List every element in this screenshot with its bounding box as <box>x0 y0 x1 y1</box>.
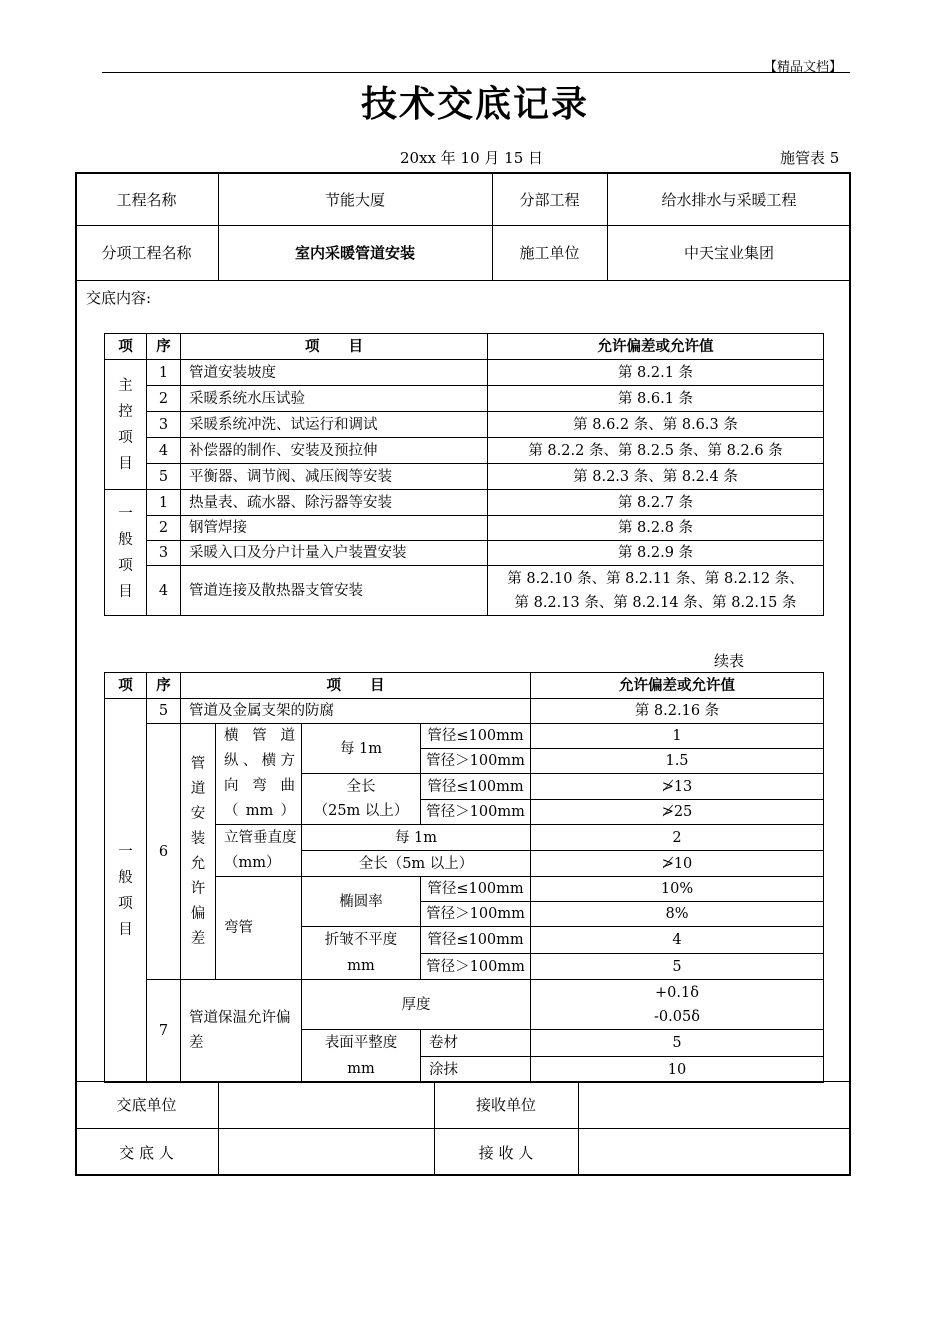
receiver-label: 接 收 人 <box>478 1143 534 1162</box>
header-item: 项 目 <box>181 673 531 699</box>
horizontal-bend-label: 横管道纵、横方向弯曲（mm） <box>216 724 302 825</box>
table-row-seq: 4 <box>147 438 181 464</box>
header-rule <box>102 72 850 73</box>
table-row-item: 热量表、疏水器、除污器等安装 <box>181 490 488 516</box>
table-row-value: 10 <box>531 1057 824 1083</box>
table-row-item: 采暖入口及分户计量入户装置安装 <box>181 541 488 566</box>
dia-le-label: 管径≤100mm <box>421 724 531 749</box>
table-row-value: 第 8.6.1 条 <box>488 386 824 412</box>
table-row-item: 采暖系统水压试验 <box>181 386 488 412</box>
vertical-full-length: 全长（5m 以上） <box>302 851 531 877</box>
issuer-unit-label: 交底单位 <box>116 1096 177 1114</box>
table-row-value: 5 <box>531 1030 824 1057</box>
ovality-label: 椭圆率 <box>302 877 421 927</box>
header-tolerance: 允许偏差或允许值 <box>488 334 824 360</box>
table-row-value: ≯25 <box>531 800 824 825</box>
table-row-value: 1.5 <box>531 749 824 774</box>
table-row-value: 第 8.6.2 条、第 8.6.3 条 <box>488 412 824 438</box>
thickness-value <box>531 980 824 1030</box>
group-main-control <box>105 360 147 490</box>
table-row-item: 管道安装坡度 <box>181 360 488 386</box>
full-length-line: （25m 以上） <box>313 803 409 819</box>
table-row-item: 管道连接及散热器支管安装 <box>181 566 488 616</box>
vertical-per-1m: 每 1m <box>302 825 531 851</box>
header-item: 项 目 <box>181 334 488 360</box>
header-tolerance: 允许偏差或允许值 <box>531 673 824 699</box>
install-tolerance-group <box>181 724 216 980</box>
division-label: 分部工程 <box>519 190 580 209</box>
table-row-seq: 3 <box>147 412 181 438</box>
table-row-seq: 5 <box>147 464 181 490</box>
table-row-value: 第 8.2.16 条 <box>531 699 824 724</box>
header-seq: 序 <box>147 673 181 699</box>
receiver-unit-label: 接收单位 <box>475 1096 536 1114</box>
footer-col-3 <box>578 1081 579 1176</box>
wrinkle-unit: mm <box>347 958 375 974</box>
table-row-seq: 4 <box>147 566 181 616</box>
table-row-value: ≯13 <box>531 774 824 800</box>
thickness-lower: -0.05δ <box>654 1008 700 1025</box>
group-main-control-label: 主控项目 <box>118 377 133 472</box>
vertical-label: 立管垂直度（mm） <box>216 825 302 877</box>
value-line: 第 8.2.10 条、第 8.2.11 条、第 8.2.12 条、 <box>507 570 804 587</box>
table-row-value: 第 8.2.7 条 <box>488 490 824 516</box>
subitem-label: 分项工程名称 <box>101 244 192 262</box>
header-category: 项 <box>105 334 147 360</box>
table-row-value <box>488 566 824 616</box>
contractor-value: 中天宝业集团 <box>683 244 774 262</box>
inspection-table-1 <box>104 333 824 616</box>
table-row-value: ≯10 <box>531 851 824 877</box>
value-line: 第 8.2.13 条、第 8.2.14 条、第 8.2.15 条 <box>514 594 797 611</box>
table-row-value: 4 <box>531 927 824 954</box>
project-name-value: 节能大厦 <box>324 190 385 209</box>
continued-label: 续表 <box>714 652 745 670</box>
full-length-line: 全长 <box>346 779 376 795</box>
dia-le-label: 管径≤100mm <box>421 927 531 954</box>
table-row-item: 管道及金属支架的防腐 <box>181 699 531 724</box>
division-value: 给水排水与采暖工程 <box>661 190 797 209</box>
dia-gt-label: 管径＞100mm <box>421 749 531 774</box>
table-row-value: 10% <box>531 877 824 902</box>
table-row-value: 1 <box>531 724 824 749</box>
record-date: 20xx 年 10 月 15 日 <box>400 149 544 167</box>
table-row-seq: 3 <box>147 541 181 566</box>
table-row-item: 采暖系统冲洗、试运行和调试 <box>181 412 488 438</box>
group-general <box>105 699 147 1083</box>
issuer-label: 交 底 人 <box>119 1143 174 1162</box>
wrinkle-label <box>302 927 421 980</box>
full-length-label <box>302 774 421 825</box>
install-tolerance-label: 管道安装允许偏差 <box>190 755 206 947</box>
flatness-unit: mm <box>347 1061 375 1077</box>
doc-tag: 【精品文档】 <box>764 60 843 75</box>
wrinkle-line: 折皱不平度 <box>324 932 398 948</box>
subitem-value: 室内采暖管道安装 <box>294 244 415 262</box>
header-category: 项 <box>105 673 147 699</box>
dia-le-label: 管径≤100mm <box>421 774 531 800</box>
elbow-label: 弯管 <box>216 877 302 980</box>
dia-gt-label: 管径＞100mm <box>421 954 531 980</box>
table-row-seq: 1 <box>147 490 181 516</box>
group-general-label: 一般项目 <box>118 843 133 938</box>
seq-7: 7 <box>147 980 181 1083</box>
seq-6: 6 <box>147 724 181 980</box>
table-row-seq: 1 <box>147 360 181 386</box>
dia-gt-label: 管径＞100mm <box>421 800 531 825</box>
content-label: 交底内容: <box>86 289 152 307</box>
group-general-label: 一般项目 <box>118 505 133 600</box>
table-row-value: 5 <box>531 954 824 980</box>
thickness-upper: +0.1δ <box>655 984 699 1001</box>
dia-le-label: 管径≤100mm <box>421 877 531 902</box>
project-name-label: 工程名称 <box>116 190 177 209</box>
inspection-table-2 <box>104 672 824 1083</box>
table-row-value: 8% <box>531 902 824 927</box>
table-row-item: 钢管焊接 <box>181 516 488 541</box>
thickness-label: 厚度 <box>302 980 531 1030</box>
flatness-label <box>302 1030 421 1083</box>
table-row-item: 平衡器、调节阀、减压阀等安装 <box>181 464 488 490</box>
dia-gt-label: 管径＞100mm <box>421 902 531 927</box>
table-row-value: 第 8.2.8 条 <box>488 516 824 541</box>
table-row-value: 2 <box>531 825 824 851</box>
page-title: 技术交底记录 <box>360 84 589 125</box>
form-number: 施管表 5 <box>780 149 840 167</box>
header-seq: 序 <box>147 334 181 360</box>
insulation-label: 管道保温允许偏差 <box>181 980 302 1083</box>
table-row-value: 第 8.2.9 条 <box>488 541 824 566</box>
table-row-item: 补偿器的制作、安装及预拉伸 <box>181 438 488 464</box>
table-row-seq: 5 <box>147 699 181 724</box>
coat-label: 涂抹 <box>421 1057 531 1083</box>
table-row-value: 第 8.2.3 条、第 8.2.4 条 <box>488 464 824 490</box>
group-general <box>105 490 147 616</box>
table-row-seq: 2 <box>147 386 181 412</box>
flatness-line: 表面平整度 <box>324 1035 398 1051</box>
roll-label: 卷材 <box>421 1030 531 1057</box>
per-1m-label: 每 1m <box>302 724 421 774</box>
table-row-seq: 2 <box>147 516 181 541</box>
table-row-value: 第 8.2.2 条、第 8.2.5 条、第 8.2.6 条 <box>488 438 824 464</box>
footer-col-1 <box>218 1081 219 1176</box>
table-row-value: 第 8.2.1 条 <box>488 360 824 386</box>
contractor-label: 施工单位 <box>519 244 580 262</box>
info-divider-2 <box>75 280 851 281</box>
